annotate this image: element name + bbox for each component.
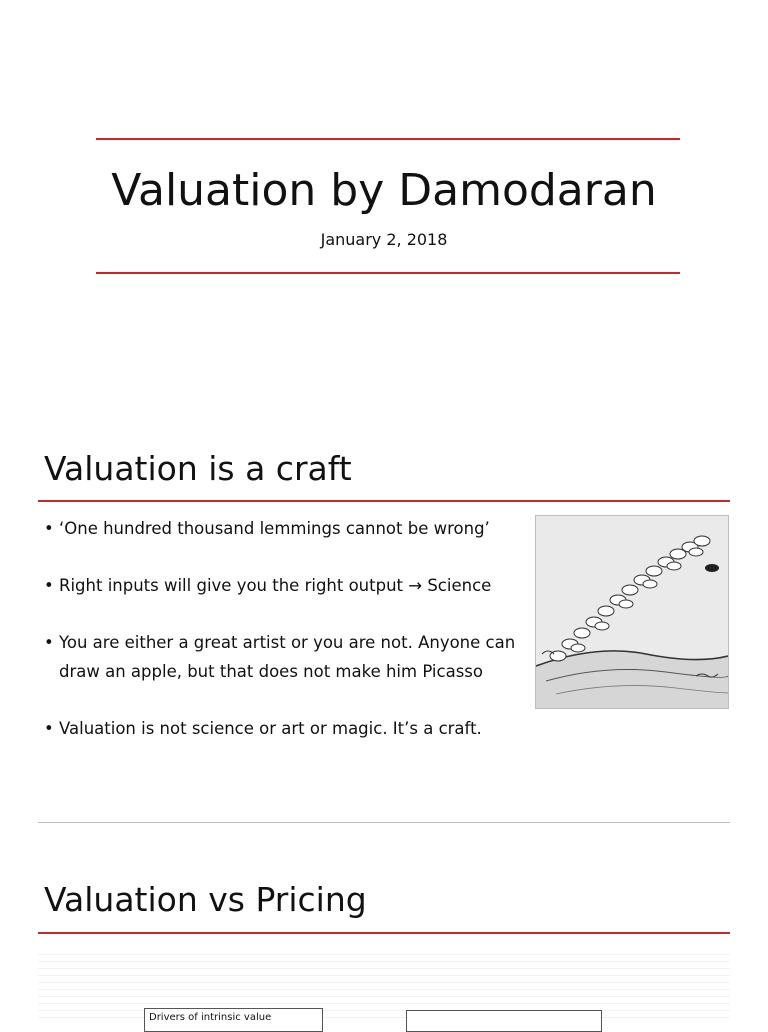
bullet-item: • You are either a great artist or you are not. Anyone can draw an apple, but that does not make him Picasso — [44, 628, 534, 686]
slide-pricing-rule — [38, 932, 730, 934]
slide-heading-pricing: Valuation vs Pricing — [44, 880, 367, 919]
title-top-rule — [96, 138, 680, 140]
lemmings-illustration — [536, 516, 728, 708]
slide-craft-rule — [38, 500, 730, 502]
page-title: Valuation by Damodaran — [111, 165, 657, 216]
lemmings-cartoon-image — [535, 515, 729, 709]
page-date: January 2, 2018 — [320, 230, 448, 249]
bullet-item: • ‘One hundred thousand lemmings cannot be wrong’ — [44, 514, 534, 543]
slide-heading-craft: Valuation is a craft — [44, 449, 352, 488]
bullet-item: • Right inputs will give you the right output → Science — [44, 571, 534, 600]
bullet-list — [44, 514, 534, 771]
intrinsic-value-label: Drivers of intrinsic value — [149, 1012, 272, 1023]
bullet-item: • Valuation is not science or art or magic. It’s a craft. — [44, 714, 534, 743]
price-drivers-box — [406, 1010, 602, 1032]
intrinsic-value-box — [144, 1008, 323, 1032]
slide-separator — [38, 822, 730, 823]
diagram-background — [38, 948, 730, 1024]
title-bottom-rule — [96, 272, 680, 274]
